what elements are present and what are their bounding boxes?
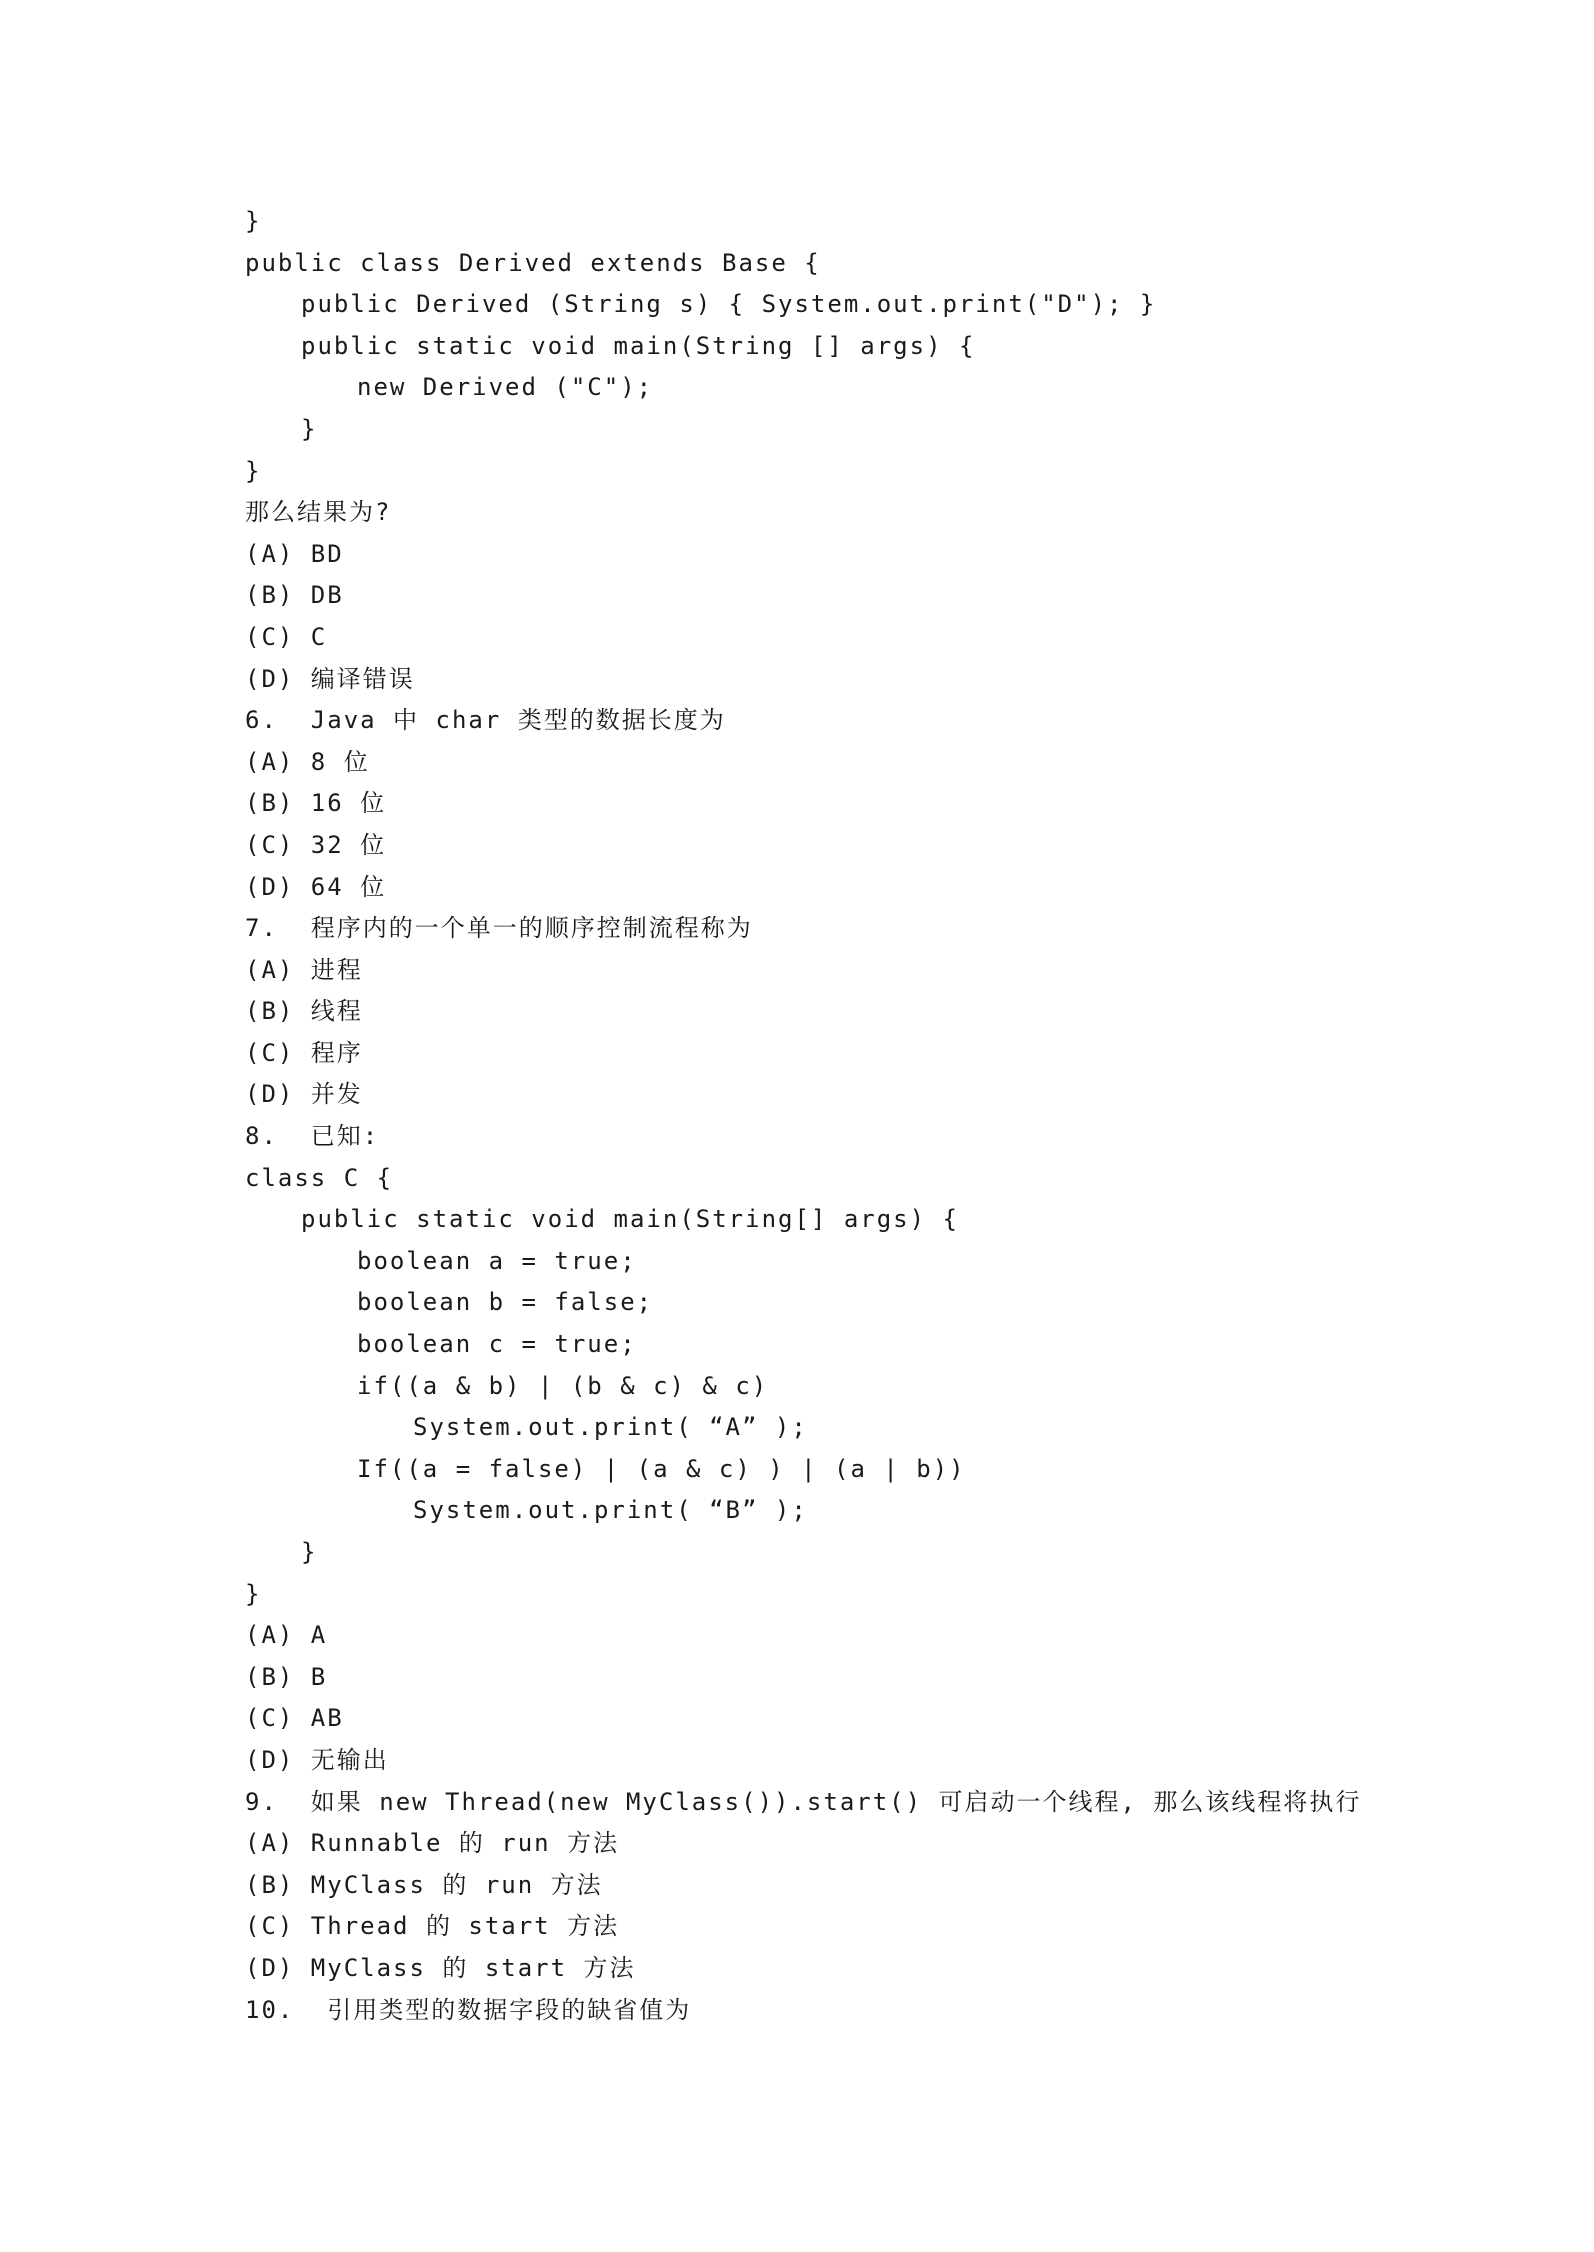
code-line: System.out.print( “B” ); <box>413 1496 808 1525</box>
code-line: class C { <box>245 1163 394 1192</box>
answer-option: (B) MyClass 的 run 方法 <box>245 1870 603 1899</box>
question-text: 那么结果为? <box>245 498 392 527</box>
question-text: 8. 已知: <box>245 1122 380 1151</box>
answer-option: (C) AB <box>245 1704 344 1733</box>
code-line: } <box>245 1579 262 1608</box>
answer-option: (C) 程序 <box>245 1038 363 1067</box>
question-text: 7. 程序内的一个单一的顺序控制流程称为 <box>245 914 753 943</box>
answer-option: (D) 并发 <box>245 1080 363 1109</box>
answer-option: (A) A <box>245 1621 328 1650</box>
answer-option: (A) BD <box>245 539 344 568</box>
answer-option: (D) MyClass 的 start 方法 <box>245 1953 636 1982</box>
answer-option: (B) 16 位 <box>245 789 387 818</box>
answer-option: (A) Runnable 的 run 方法 <box>245 1829 620 1858</box>
code-line: boolean a = true; <box>357 1246 637 1275</box>
code-line: public Derived (String s) { System.out.print("D"); } <box>301 290 1157 319</box>
answer-option: (D) 无输出 <box>245 1745 389 1774</box>
code-line: new Derived ("C"); <box>357 373 654 402</box>
code-line: public class Derived extends Base { <box>245 248 821 277</box>
code-line: if((a & b) | (b & c) & c) <box>357 1371 769 1400</box>
answer-option: (B) 线程 <box>245 997 363 1026</box>
answer-option: (D) 编译错误 <box>245 664 415 693</box>
code-line: If((a = false) | (a & c) ) | (a | b)) <box>357 1454 966 1483</box>
answer-option: (C) 32 位 <box>245 830 387 859</box>
code-line: } <box>245 207 262 235</box>
code-line: public static void main(String [] args) { <box>301 331 976 360</box>
answer-option: (C) Thread 的 start 方法 <box>245 1912 620 1941</box>
code-line: } <box>301 414 318 443</box>
code-line: public static void main(String[] args) { <box>301 1205 959 1234</box>
answer-option: (A) 8 位 <box>245 747 370 776</box>
code-line: System.out.print( “A” ); <box>413 1413 808 1442</box>
code-line: } <box>301 1538 318 1566</box>
code-line: boolean b = false; <box>357 1288 654 1317</box>
question-text: 9. 如果 new Thread(new MyClass()).start() 可启动一个线程, 那么该线程将执行 <box>245 1787 1362 1816</box>
document-content <box>245 201 1445 2031</box>
code-line: boolean c = true; <box>357 1330 637 1359</box>
answer-option: (C) C <box>245 622 328 651</box>
answer-option: (D) 64 位 <box>245 872 387 901</box>
answer-option: (B) B <box>245 1662 328 1691</box>
question-text: 6. Java 中 char 类型的数据长度为 <box>245 706 726 735</box>
answer-option: (B) DB <box>245 581 344 610</box>
answer-option: (A) 进程 <box>245 955 363 984</box>
question-text: 10. 引用类型的数据字段的缺省值为 <box>245 1995 692 2024</box>
code-line: } <box>245 456 262 485</box>
